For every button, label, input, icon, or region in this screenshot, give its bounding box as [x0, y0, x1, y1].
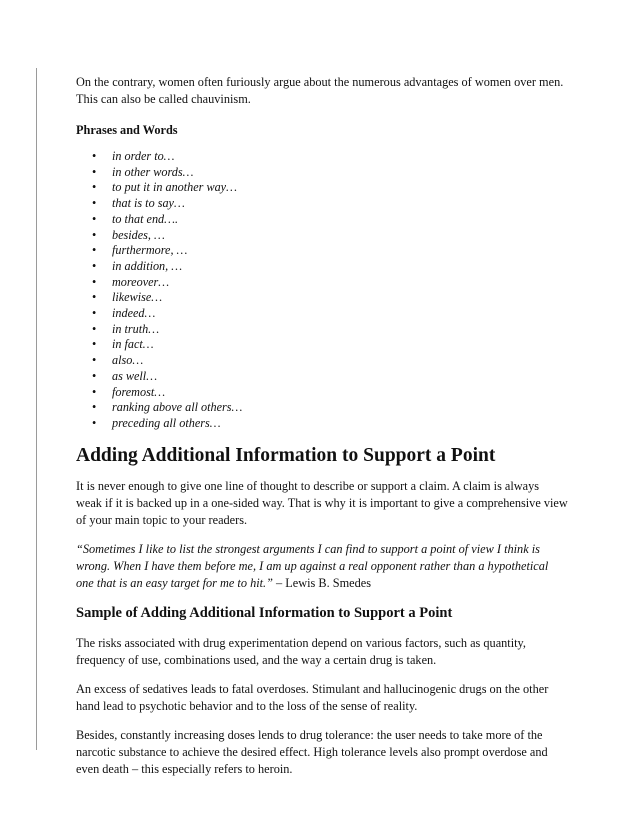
list-item: • in order to…: [112, 149, 568, 165]
list-item: • likewise…: [112, 290, 568, 306]
quote-block: [76, 541, 568, 592]
sample-paragraph: An excess of sedatives leads to fatal overdoses. Stimulant and hallucinogenic drugs on the other hand lead to psychotic behavior and to the loss of the sense of reality.: [76, 681, 549, 713]
list-item: • moreover…: [112, 275, 568, 291]
quote-text: “Sometimes I like to list the strongest arguments I can find to support a point of view I think is wrong. When I have them before me, I am up against a real opponent rather than a hypothetical one that is an easy target for me to hit.”: [76, 541, 549, 590]
sample-paragraph: The risks associated with drug experimentation depend on various factors, such as quantity, frequency of use, combinations used, and the way a certain drug is taken.: [76, 635, 526, 667]
list-item: • to put it in another way…: [112, 180, 568, 196]
section-paragraph: It is never enough to give one line of thought to describe or support a claim. A claim is always weak if it is backed up in a one-sided way. That is why it is important to give a comprehensive view of your main topic to your readers.: [76, 478, 568, 527]
document-page: [76, 74, 568, 790]
list-item: • that is to say…: [112, 196, 568, 212]
section-heading: Adding Additional Information to Support a Point: [76, 444, 496, 466]
phrases-heading: Phrases and Words: [76, 123, 178, 137]
list-item: • in truth…: [112, 322, 568, 338]
list-item: • in other words…: [112, 165, 568, 181]
list-item: • besides, …: [112, 228, 568, 244]
list-item: • furthermore, …: [112, 243, 568, 259]
quote-attribution: – Lewis B. Smedes: [272, 575, 371, 590]
sample-paragraph: Besides, constantly increasing doses lends to drug tolerance: the user needs to take more of the narcotic substance to achieve the desired effect. High tolerance levels also prompt overdose and even death – this especially refers to heroin.: [76, 727, 548, 776]
margin-rule: [36, 68, 37, 750]
phrases-list: [76, 149, 568, 432]
list-item: • in addition, …: [112, 259, 568, 275]
list-item: • indeed…: [112, 306, 568, 322]
intro-paragraph: On the contrary, women often furiously argue about the numerous advantages of women over men. This can also be called chauvinism.: [76, 75, 564, 106]
sample-heading: Sample of Adding Additional Information to Support a Point: [76, 604, 453, 621]
list-item: • also…: [112, 353, 568, 369]
list-item: • preceding all others…: [112, 416, 568, 432]
list-item: • as well…: [112, 369, 568, 385]
list-item: • to that end….: [112, 212, 568, 228]
list-item: • foremost…: [112, 385, 568, 401]
list-item: • in fact…: [112, 337, 568, 353]
list-item: • ranking above all others…: [112, 400, 568, 416]
